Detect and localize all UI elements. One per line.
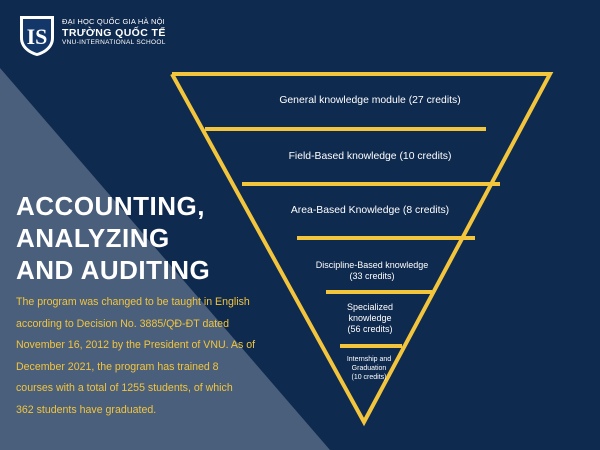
- title-line-3: AND AUDITING: [16, 255, 211, 285]
- level-area-based: Area-Based Knowledge (8 credits): [290, 205, 450, 216]
- school-name-en: VNU-INTERNATIONAL SCHOOL: [62, 38, 166, 46]
- level-field-based: Field-Based knowledge (10 credits): [288, 151, 452, 162]
- program-title: [16, 190, 236, 286]
- university-line: ĐẠI HỌC QUỐC GIA HÀ NỘI: [62, 17, 165, 26]
- level-specialized: Specialized knowledge (56 credits): [346, 302, 394, 334]
- school-logo: [14, 12, 60, 58]
- description-line: 362 students have graduated.: [16, 403, 157, 416]
- title-line-2: ANALYZING: [16, 223, 170, 253]
- logo-text: IS: [26, 24, 48, 49]
- description-line: according to Decision No. 3885/QĐ-ĐT dated: [16, 317, 229, 330]
- description-line: The program was changed to be taught in English: [16, 296, 250, 308]
- level-internship-graduation: Internship and Graduation (10 credits): [346, 356, 392, 381]
- program-description: [16, 292, 278, 422]
- school-name-vi: TRƯỜNG QUỐC TẾ: [62, 26, 166, 39]
- level-general-knowledge: General knowledge module (27 credits): [279, 95, 461, 106]
- description-line: December 2021, the program has trained 8: [16, 360, 219, 373]
- description-line: courses with a total of 1255 students, of which: [16, 382, 233, 395]
- school-name-block: [62, 18, 166, 46]
- title-line-1: ACCOUNTING,: [16, 191, 205, 221]
- level-discipline-based: Discipline-Based knowledge (33 credits): [315, 260, 429, 281]
- description-line: November 16, 2012 by the President of VNU. As of: [16, 339, 256, 352]
